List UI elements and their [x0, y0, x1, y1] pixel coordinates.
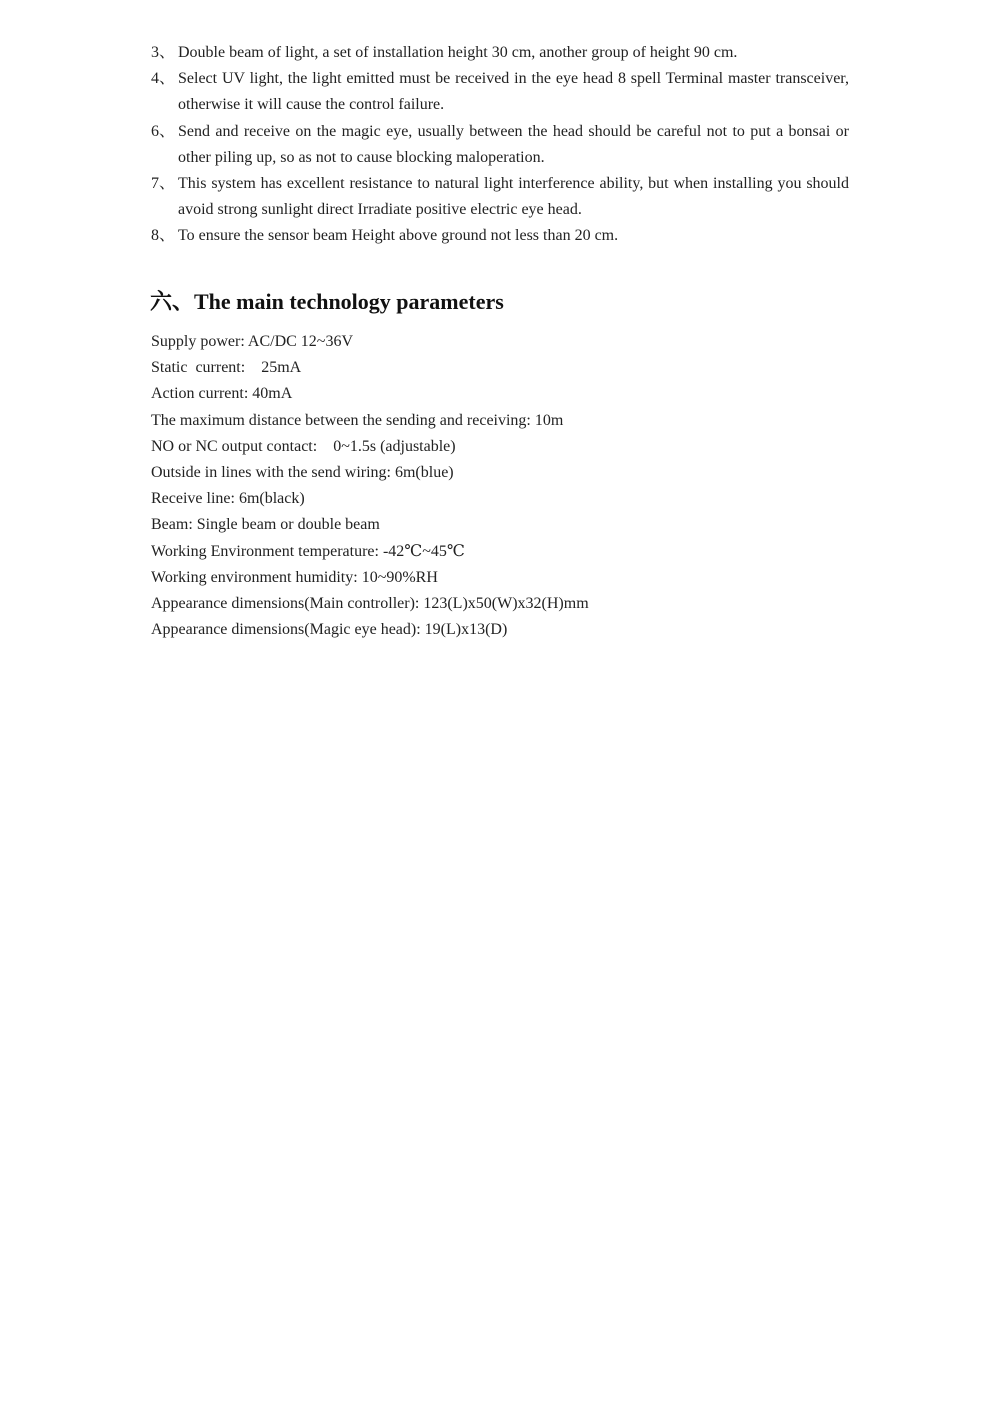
list-item-text: Select UV light, the light emitted must be received in the eye head 8 spell Terminal master transceiver, otherwise it will cause the control failure.: [178, 70, 849, 114]
list-item-number: 8、: [151, 227, 176, 245]
list-item-number: 7、: [151, 175, 176, 193]
list-item: [151, 119, 849, 171]
parameter-action-current: Action current: 40mA: [151, 385, 293, 403]
list-item: [151, 66, 849, 118]
parameter-static-current: Static current: 25mA: [151, 359, 302, 377]
list-item-number: 6、: [151, 122, 176, 140]
parameter-send-wiring: Outside in lines with the send wiring: 6m(blue): [151, 464, 454, 482]
parameter-controller-dimensions: Appearance dimensions(Main controller): 123(L)x50(W)x32(H)mm: [151, 595, 589, 613]
list-item: [151, 40, 849, 66]
list-item-text: This system has excellent resistance to natural light interference ability, but when installing you should avoid strong sunlight direct Irradiate positive electric eye head.: [178, 175, 849, 219]
parameter-receive-line: Receive line: 6m(black): [151, 490, 305, 508]
parameters-list: [151, 329, 589, 643]
parameter-beam: Beam: Single beam or double beam: [151, 516, 380, 534]
section-heading: 六、The main technology parameters: [150, 289, 504, 314]
list-item-number: 4、: [151, 70, 176, 88]
parameter-max-distance: The maximum distance between the sending and receiving: 10m: [151, 411, 564, 429]
list-item-text: Send and receive on the magic eye, usually between the head should be careful not to put a bonsai or other piling up, so as not to cause blocking maloperation.: [178, 122, 849, 166]
list-item: [151, 223, 849, 249]
list-item-text: To ensure the sensor beam Height above ground not less than 20 cm.: [178, 227, 619, 245]
parameter-supply-power: Supply power: AC/DC 12~36V: [151, 333, 353, 350]
parameter-temperature: Working Environment temperature: -42℃~45℃: [151, 542, 465, 560]
precautions-list: [151, 40, 849, 250]
parameter-humidity: Working environment humidity: 10~90%RH: [151, 568, 438, 586]
list-item-number: 3、: [151, 44, 176, 61]
list-item: [151, 171, 849, 223]
list-item-text: Double beam of light, a set of installation height 30 cm, another group of height 90 cm.: [178, 44, 738, 61]
parameter-eye-head-dimensions: Appearance dimensions(Magic eye head): 19(L)x13(D): [151, 621, 508, 639]
parameter-output-contact: NO or NC output contact: 0~1.5s (adjustable): [151, 437, 456, 455]
